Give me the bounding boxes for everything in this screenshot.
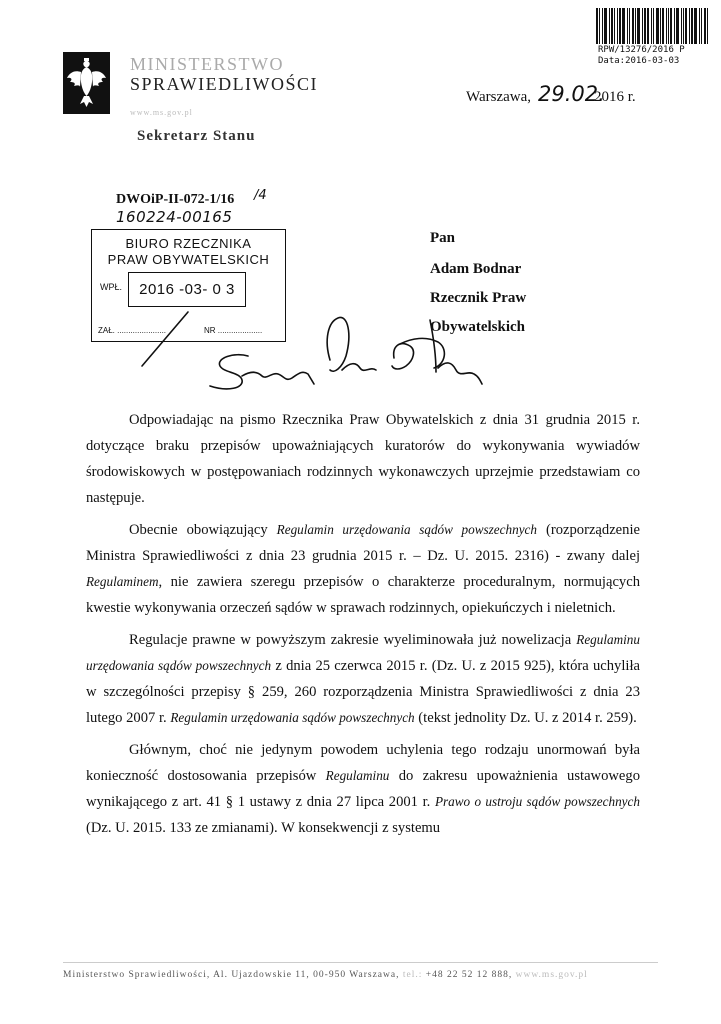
addressee-name: Adam Bodnar xyxy=(430,261,522,277)
barcode-bar xyxy=(707,8,708,44)
barcode-bar xyxy=(660,8,661,44)
barcode-bar xyxy=(704,8,706,44)
stamp-received-label: WPŁ. xyxy=(100,282,123,292)
barcode-bar xyxy=(644,8,646,44)
barcode-bar xyxy=(681,8,682,44)
handwritten-signature xyxy=(130,300,490,410)
barcode-bar xyxy=(653,8,654,44)
barcode-bar xyxy=(642,8,643,44)
barcode-bar xyxy=(617,8,618,44)
stamp-received-date: 2016 -03- 0 3 xyxy=(128,272,246,307)
reference-number: DWOiP-II-072-1/16 xyxy=(116,192,235,207)
barcode-bar xyxy=(674,8,675,44)
barcode-bar xyxy=(604,8,607,44)
paragraph-3: Regulacje prawne w powyższym zakresie wyeliminowała już nowelizacja Regulaminu urzędowania sądów powszechnych z dnia 25 czerwca 2015 r. (Dz. U. z 2015 925), która uchyliła w szczególności przepisy § 259, 260 rozporządzenia Ministra Sprawiedliwości z dnia 23 lutego 2007 r. Regulamin urzędowania sądów powszechnych (tekst jednolity Dz. U. z 2014 r. 259). xyxy=(86,632,640,726)
barcode-bar xyxy=(651,8,652,44)
barcode-bar xyxy=(596,8,598,44)
stamp-attachments-label: ZAŁ. ...................... xyxy=(98,326,167,335)
barcode-bar xyxy=(627,8,628,44)
ministry-name-line2: SPRAWIEDLIWOŚCI xyxy=(130,74,319,94)
footer-divider xyxy=(63,962,658,963)
paragraph-2: Obecnie obowiązujący Regulamin urzędowania sądów powszechnych (rozporządzenie Ministra Sprawiedliwości z dnia 23 grudnia 2015 r. – Dz. U. 2015. 2316) - zwany dalej Regulaminem, nie zawiera szeregu przepisów o charakterze proceduralnym, normujących kwestie wykonywania orzeczeń sądów w sprawach rodzinnych, opiekuńczych i nieletnich. xyxy=(86,522,640,616)
barcode-bar xyxy=(685,8,687,44)
addressee-salutation: Pan xyxy=(430,230,456,246)
barcode-bar xyxy=(602,8,603,44)
handwritten-reference-number: 160224-00165 xyxy=(116,208,233,226)
barcode-bar xyxy=(619,8,621,44)
letter-body xyxy=(86,407,640,847)
barcode-bar xyxy=(694,8,697,44)
barcode-bar xyxy=(676,8,679,44)
barcode-bar xyxy=(670,8,672,44)
barcode-bar xyxy=(635,8,636,44)
barcode-bar xyxy=(632,8,634,44)
barcode-bar xyxy=(629,8,630,44)
registry-date: Data:2016-03-03 xyxy=(598,56,680,66)
footer-address: Ministerstwo Sprawiedliwości, Al. Ujazdowskie 11, 00-950 Warszawa, tel.: +48 22 52 12 888, www.ms.gov.pl xyxy=(63,970,588,980)
sender-title: Sekretarz Stanu xyxy=(137,128,256,144)
eagle-emblem-icon xyxy=(63,52,110,114)
letter-city: Warszawa, xyxy=(466,89,532,105)
barcode xyxy=(596,8,708,44)
paragraph-1: Odpowiadając na pismo Rzecznika Praw Obywatelskich z dnia 31 grudnia 2015 r. dotyczące braku przepisów upoważniających kuratorów do wykonywania wywiadów środowiskowych w postępowaniach rodzinnych wykonawczych uprzejmie przedstawiam co następuje. xyxy=(86,412,640,506)
barcode-bar xyxy=(666,8,667,44)
letter-year: 2016 r. xyxy=(594,89,636,105)
stamp-office-line2: PRAW OBYWATELSKICH xyxy=(107,252,270,267)
barcode-bar xyxy=(668,8,669,44)
addressee-title-line2: Obywatelskich xyxy=(430,319,526,335)
barcode-bar xyxy=(699,8,700,44)
stamp-office-line1: BIURO RZECZNIKA xyxy=(125,236,252,251)
barcode-bar xyxy=(647,8,649,44)
barcode-bar xyxy=(637,8,640,44)
barcode-bar xyxy=(662,8,664,44)
barcode-bar xyxy=(691,8,693,44)
barcode-bar xyxy=(622,8,625,44)
ministry-name-line1: MINISTERSTWO xyxy=(130,54,284,74)
registry-number: RPW/13276/2016 P xyxy=(598,45,685,55)
barcode-bar xyxy=(656,8,659,44)
barcode-bar xyxy=(614,8,615,44)
paragraph-4: Głównym, choć nie jedynym powodem uchylenia tego rodzaju unormowań była konieczność dostosowania przepisów Regulaminu do zakresu upoważnienia ustawowego wynikającego z art. 41 § 1 ustawy z dnia 27 lipca 2001 r. Prawo o ustroju sądów powszechnych (Dz. U. 2015. 133 ze zmianami). W konsekwencji z systemu xyxy=(86,742,641,836)
barcode-bar xyxy=(701,8,702,44)
stamp-number-label: NR .................... xyxy=(204,326,263,335)
barcode-bar xyxy=(689,8,690,44)
barcode-bar xyxy=(599,8,600,44)
ministry-url: www.ms.gov.pl xyxy=(130,108,193,117)
addressee-title-line1: Rzecznik Praw xyxy=(430,290,527,306)
registry-code xyxy=(598,45,685,67)
footer-url: www.ms.gov.pl xyxy=(515,970,588,980)
barcode-bar xyxy=(611,8,613,44)
barcode-bar xyxy=(609,8,610,44)
barcode-bar xyxy=(683,8,684,44)
letter-date-handwritten: 29.02. xyxy=(538,82,605,106)
reference-number-mark: /4 xyxy=(254,188,267,203)
